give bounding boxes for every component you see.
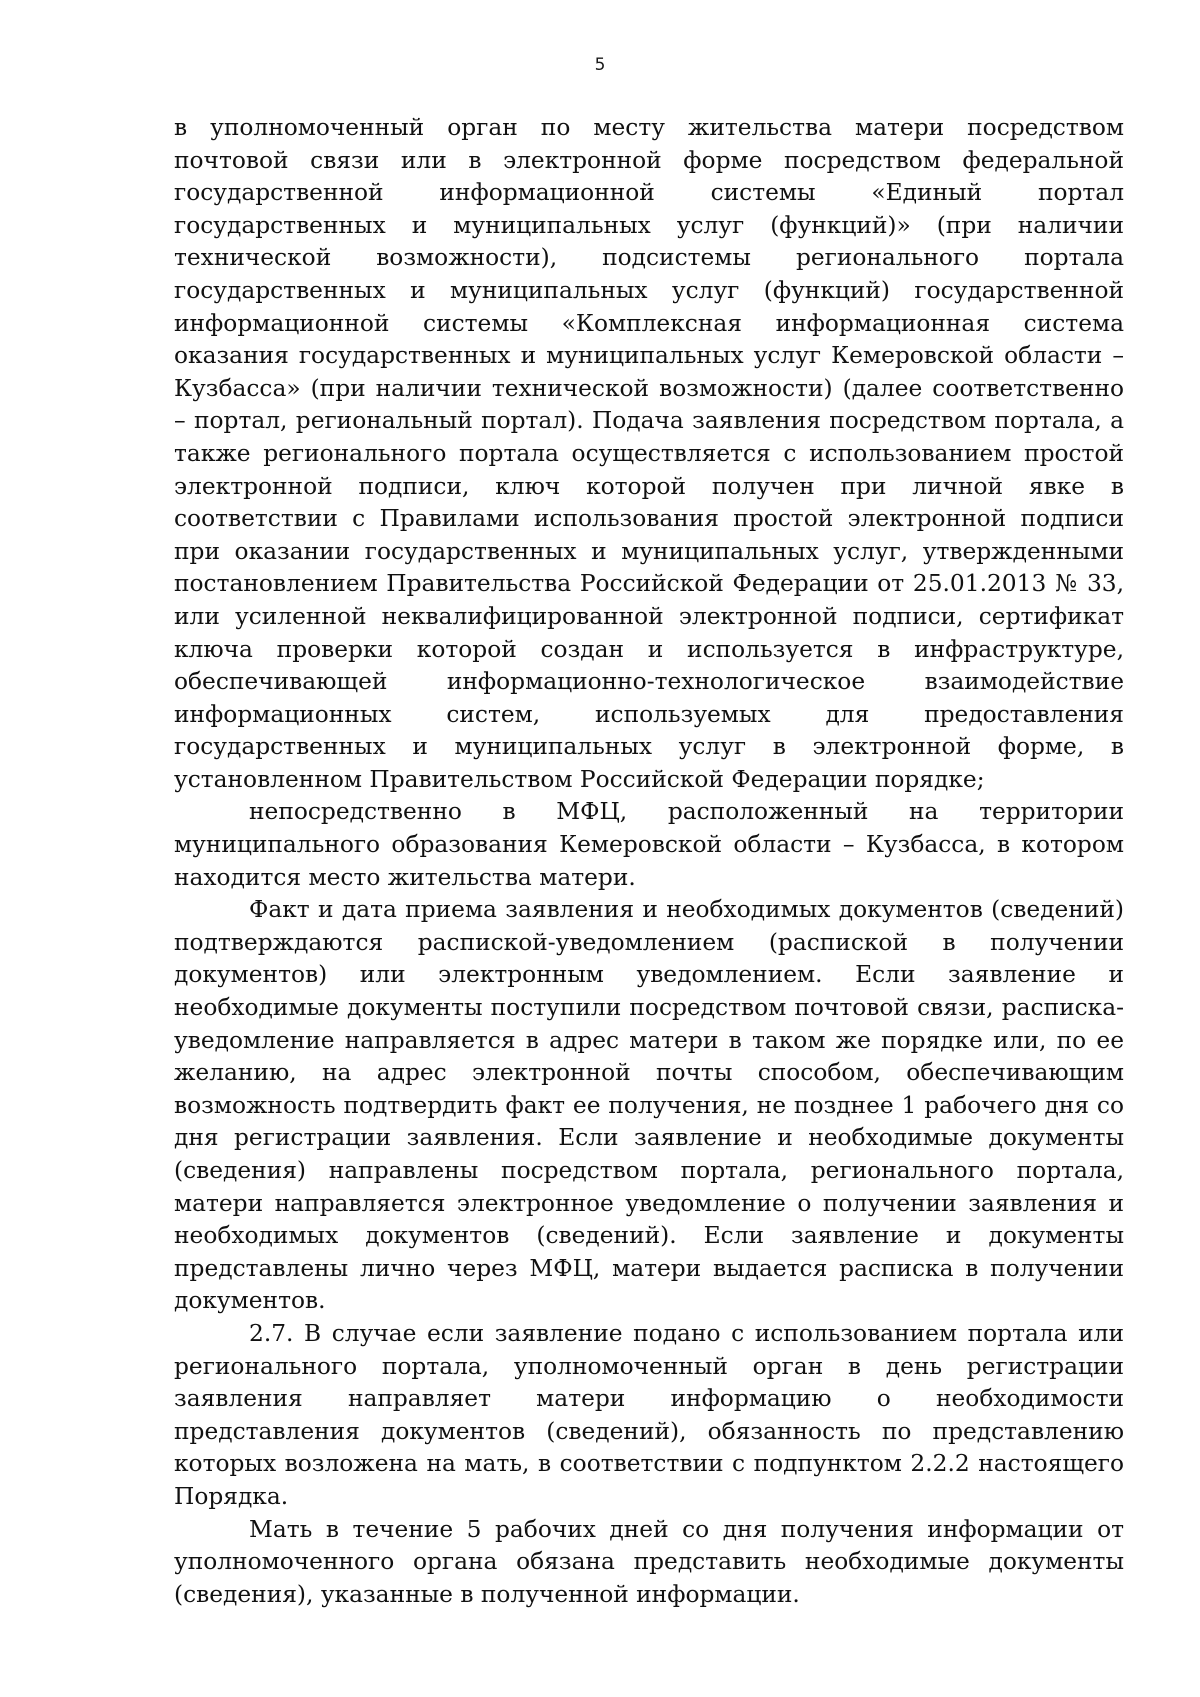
paragraph-document-deadline: Мать в течение 5 рабочих дней со дня получения информации от уполномоченного органа обязана представить необходимые документы (сведения), указанные в полученной информации. (174, 1515, 1124, 1608)
document-body (174, 112, 1124, 1611)
paragraph-submission-via-mfc: непосредственно в МФЦ, расположенный на территории муниципального образования Кемеровской области – Кузбасса, в котором находится место жительства матери. (174, 798, 1124, 891)
paragraph-submission-by-mail-or-portal: в уполномоченный орган по месту жительства матери посредством почтовой связи или в электронной форме посредством федеральной государственной информационной системы «Единый портал государственных и муниципальных услуг (функций)» (при наличии технической возможности), подсистемы регионального портала государственных и муниципальных услуг (функций) государственной информационной системы «Комплексная информационная система оказания государственных и муниципальных услуг Кемеровской области – Кузбасса» (при наличии технической возможности) (далее соответственно – портал, региональный портал). Подача заявления посредством портала, а также регионального портала осуществляется с использованием простой электронной подписи, ключ которой получен при личной явке в соответствии с Правилами использования простой электронной подписи при оказании государственных и муниципальных услуг, утвержденными постановлением Правительства Российской Федерации от 25.01.2013 № 33, или усиленной неквалифицированной электронной подписи, сертификат ключа проверки которой создан и используется в инфраструктуре, обеспечивающей информационно-технологическое взаимодействие информационных систем, используемых для предоставления государственных и муниципальных услуг в электронной форме, в установленном Правительством Российской Федерации порядке; (174, 114, 1124, 793)
paragraph-section-2-7: 2.7. В случае если заявление подано с использованием портала или регионального портала, уполномоченный орган в день регистрации заявления направляет матери информацию о необходимости представления документов (сведений), обязанность по представлению которых возложена на мать, в соответствии с подпунктом 2.2.2 настоящего Порядка. (174, 1319, 1124, 1510)
paragraph-receipt-confirmation: Факт и дата приема заявления и необходимых документов (сведений) подтверждаются распиской-уведомлением (распиской в получении документов) или электронным уведомлением. Если заявление и необходимые документы поступили посредством почтовой связи, расписка-уведомление направляется в адрес матери в таком же порядке или, по ее желанию, на адрес электронной почты способом, обеспечивающим возможность подтвердить факт ее получения, не позднее 1 рабочего дня со дня регистрации заявления. Если заявление и необходимые документы (сведения) направлены посредством портала, регионального портала, матери направляется электронное уведомление о получении заявления и необходимых документов (сведений). Если заявление и документы представлены лично через МФЦ, матери выдается расписка в получении документов. (174, 896, 1124, 1315)
page-number: 5 (594, 55, 606, 75)
